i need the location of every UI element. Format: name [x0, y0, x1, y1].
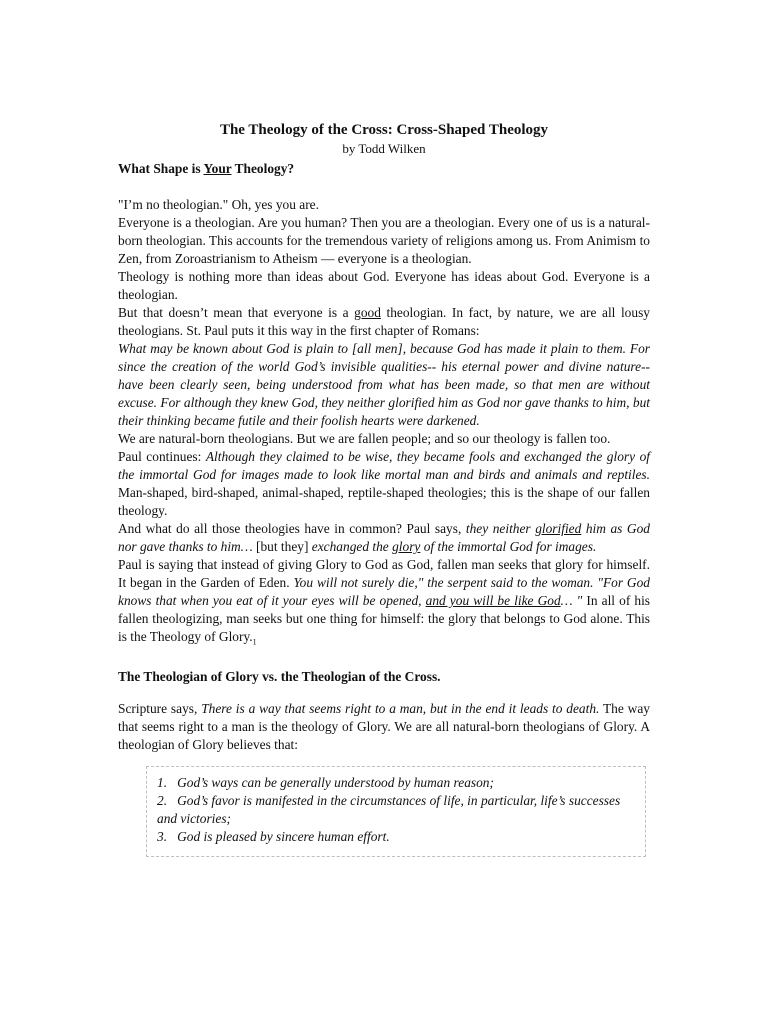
paragraph-6: We are natural-born theologians. But we are fallen people; and so our theology is fallen too.	[118, 431, 611, 446]
section-heading-shape: What Shape is Your Theology?	[118, 161, 295, 176]
document-title: The Theology of the Cross: Cross-Shaped Theology	[219, 122, 549, 138]
paragraph-2: Everyone is a theologian. Are you human? Then you are a theologian. Every one of us is a natural-born theologian. This accounts for the tremendous variety of religions among us. From Animism to Zen, from Zoroastrianism to Atheism — everyone is a theologian.	[118, 215, 650, 266]
paragraph-9: Paul is saying that instead of giving Glory to God as God, fallen man seeks that glory for himself. It began in the Garden of Eden. You will not surely die," the serpent said to the woman. "For God knows that when you eat of it your eyes will be opened, and you will be like God… " In all of his fallen theologizing, man seeks but one thing for himself: the glory that belongs to God alone. This is the Theology of $Glory._1$	[118, 557, 651, 647]
list-item: 3. God is pleased by sincere human effort.	[157, 828, 390, 844]
beliefs-list-box	[146, 766, 646, 857]
paragraph-3: Theology is nothing more than ideas about God. Everyone has ideas about God. Everyone is a theologian.	[118, 269, 650, 302]
paragraph-1: "I’m no theologian." Oh, yes you are.	[118, 197, 319, 212]
list-item: 1. God’s ways can be generally understood by human reason;	[157, 774, 494, 790]
paragraph-4: But that doesn’t mean that everyone is a good theologian. In fact, by nature, we are all lousy theologians. St. Paul puts it this way in the first chapter of Romans:	[118, 305, 650, 338]
list-item: 2. God’s favor is manifested in the circumstances of life, in particular, life’s successes and victories;	[157, 792, 621, 826]
romans-quote: What may be known about God is plain to [all men], because God has made it plain to them. For since the creation of the world God’s invisible qualities-- his eternal power and divine nature-- have been clearly seen, being understood from what has been made, so that men are without excuse. For although they knew God, they neither glorified him as God nor gave thanks to him, but their thinking became futile and their foolish hearts were darkened.	[118, 341, 650, 428]
paragraph-7: Paul continues: Although they claimed to be wise, they became fools and exchanged the glory of the immortal God for images made to look like mortal man and birds and animals and reptiles. Man-shaped, bird-shaped, animal-shaped, reptile-shaped theologies; this is the shape of our fallen theology.	[118, 449, 650, 518]
author-byline: by Todd Wilken	[342, 141, 426, 156]
footnote-ref[interactable]: 1	[252, 637, 257, 647]
paragraph-10: Scripture says, There is a way that seems right to a man, but in the end it leads to death. The way that seems right to a man is the theology of Glory. We are all natural-born theologians of Glory. A theologian of Glory believes that:	[118, 700, 650, 752]
document-body	[118, 120, 650, 857]
paragraph-8: And what do all those theologies have in common? Paul says, they neither glorified him as God nor gave thanks to him… [but they] exchanged the glory of the immortal God for images.	[118, 521, 650, 554]
section-heading-glory-vs-cross: The Theologian of Glory vs. the Theologian of the Cross.	[118, 668, 441, 684]
